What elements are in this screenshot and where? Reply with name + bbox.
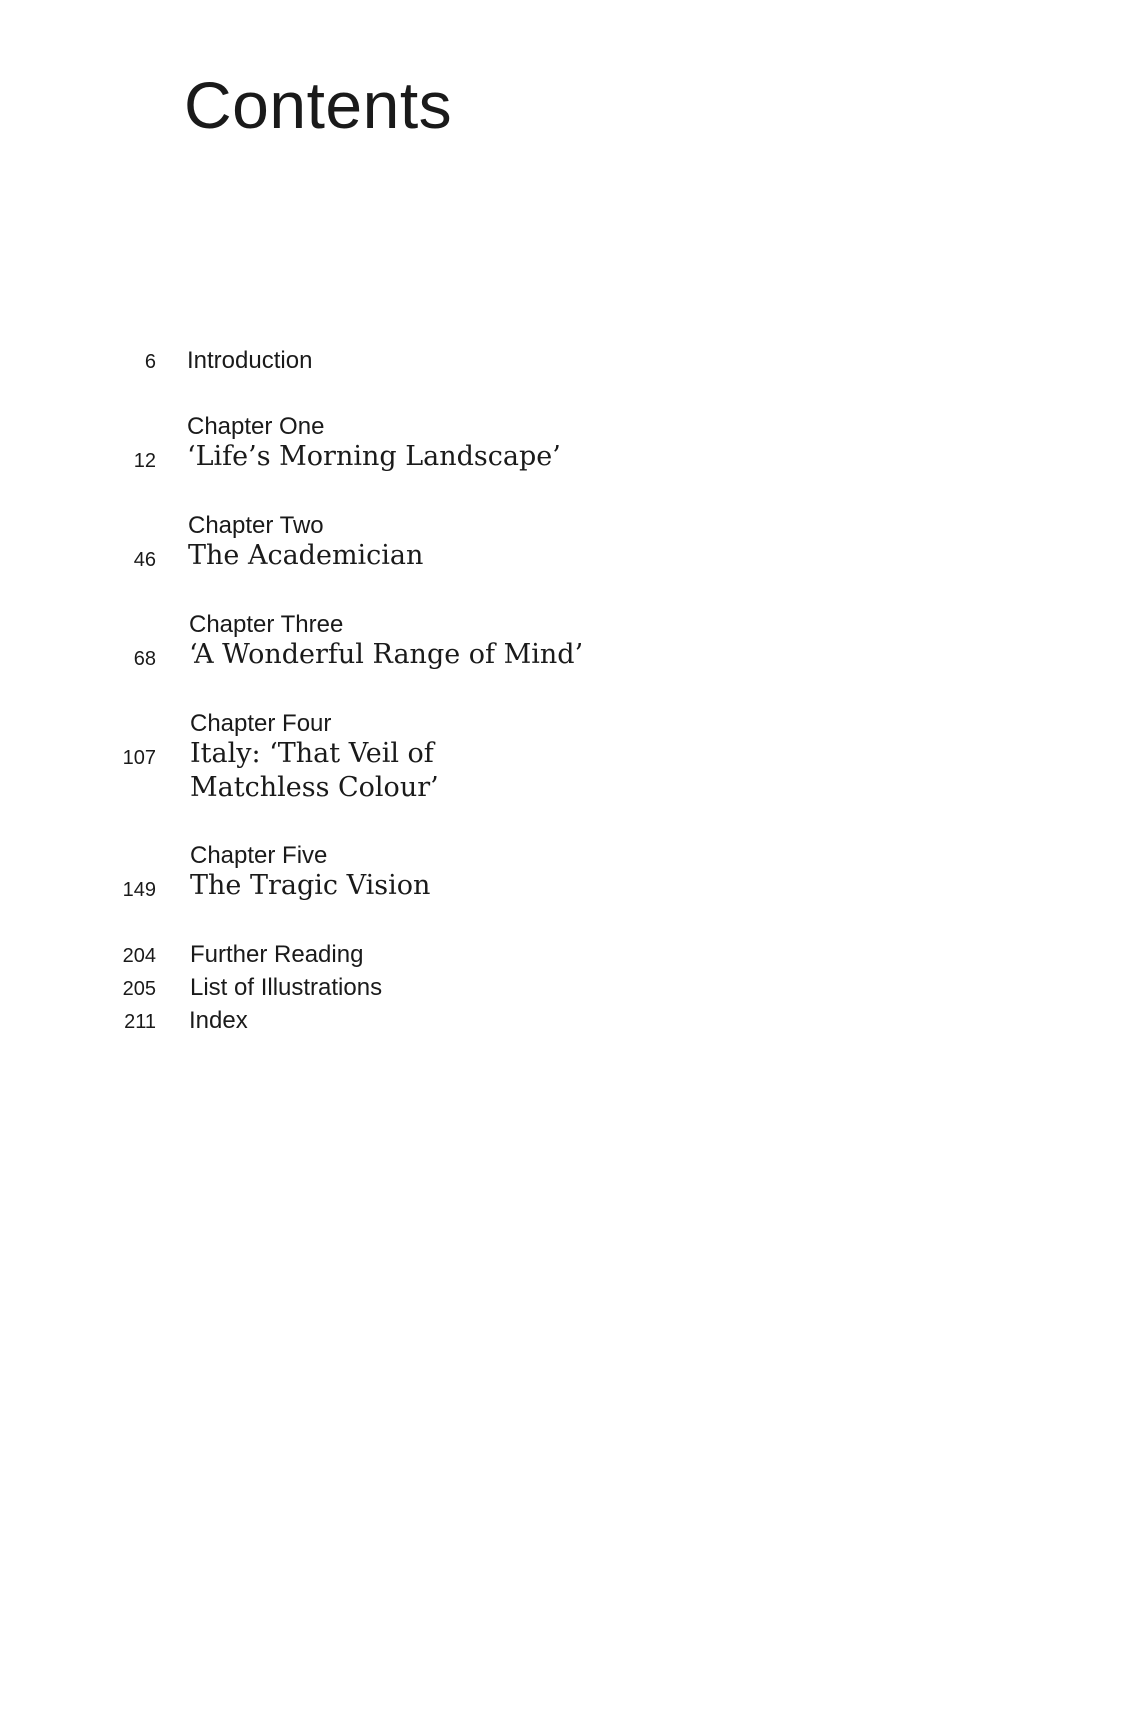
page-number: 205 <box>122 978 156 1000</box>
entry-label: Index <box>189 1007 248 1034</box>
chapter-label: Chapter Three <box>189 611 344 638</box>
page-number: 68 <box>133 648 156 670</box>
chapter-title: ‘A Wonderful Range of Mind’ <box>189 639 584 670</box>
chapter-title: ‘Life’s Morning Landscape’ <box>187 441 561 472</box>
chapter-label: Chapter Two <box>188 512 324 539</box>
chapter-label: Chapter Four <box>190 710 332 737</box>
page-number: 149 <box>122 879 156 901</box>
chapter-label: Chapter Five <box>190 842 328 869</box>
chapter-title: The Tragic Vision <box>190 870 431 901</box>
entry-label: List of Illustrations <box>190 974 383 1001</box>
page-number: 46 <box>133 549 156 571</box>
entry-label: Further Reading <box>190 941 364 968</box>
chapter-title: Italy: ‘That Veil of Matchless Colour’ <box>190 738 439 803</box>
chapter-label: Chapter One <box>187 413 325 440</box>
page-number: 107 <box>122 747 156 769</box>
entry-label: Introduction <box>187 347 313 374</box>
page-number: 211 <box>124 1011 156 1033</box>
page-title: Contents <box>184 68 453 142</box>
page-number: 12 <box>133 450 156 472</box>
chapter-title: The Academician <box>188 540 424 571</box>
page-number: 204 <box>122 945 156 967</box>
page-number: 6 <box>144 351 156 373</box>
